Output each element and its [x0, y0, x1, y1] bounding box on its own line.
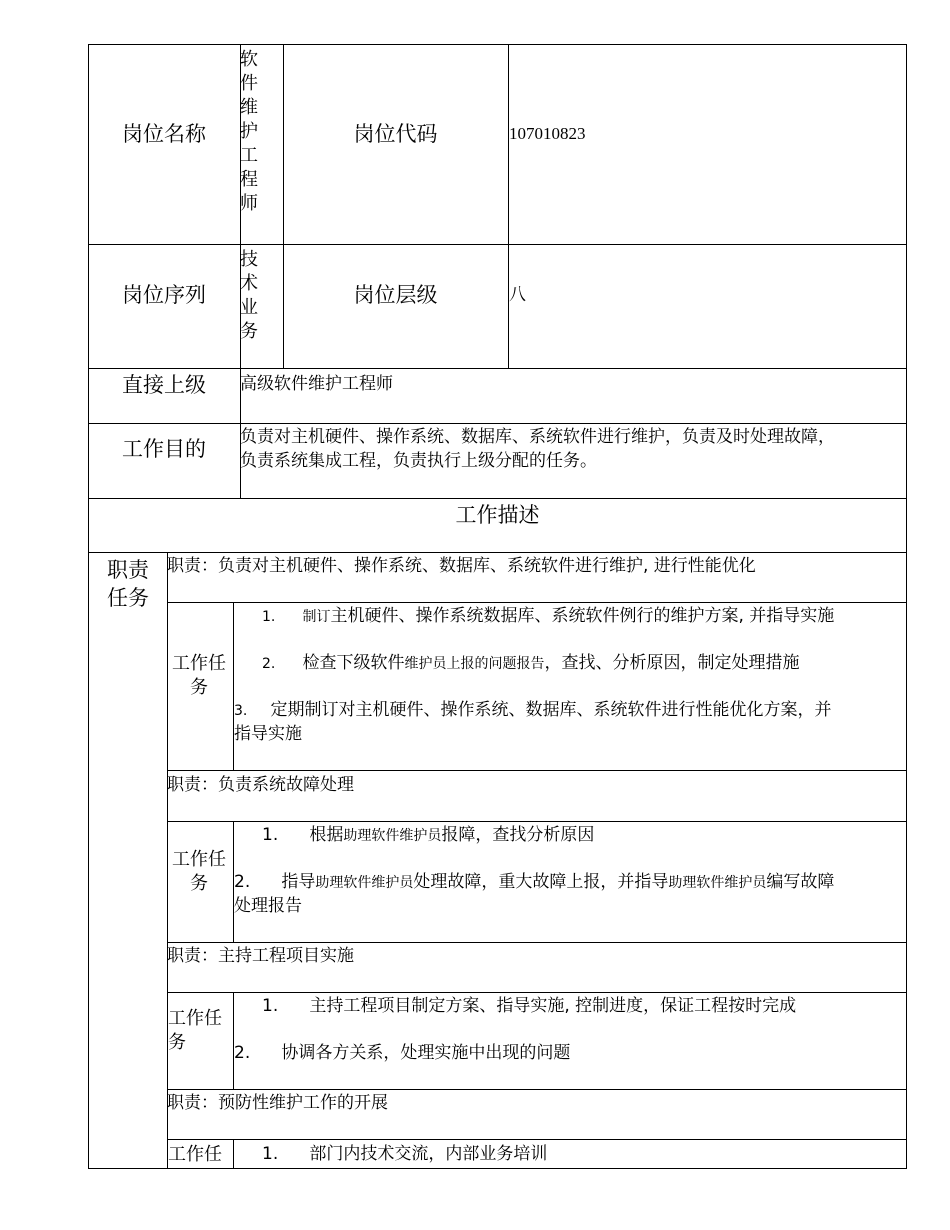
task-3-1: 1. 主持工程项目制定方案、指导实施, 控制进度，保证工程按时完成	[262, 996, 797, 1016]
col-divider	[233, 1139, 234, 1168]
table-border-left	[88, 44, 89, 1169]
row-divider	[167, 1089, 907, 1090]
position-series-value: 技术业务	[240, 249, 258, 342]
row-divider	[88, 368, 907, 369]
row-divider	[167, 821, 907, 822]
task-2-1: 1. 根据助理软件维护员报障，查找分析原因	[262, 825, 595, 845]
position-name-value: 软件维护工程师	[240, 49, 258, 214]
task-2-2: 2. 指导助理软件维护员处理故障，重大故障上报，并指导助理软件维护员编写故障	[234, 872, 835, 892]
purpose-label: 工作目的	[122, 437, 206, 461]
task-4-1: 1. 部门内技术交流，内部业务培训	[262, 1144, 548, 1164]
row-divider	[167, 602, 907, 603]
task-label: 工作任务	[168, 1008, 222, 1053]
task-1-3: 3. 定期制订对主机硬件、操作系统、数据库、系统软件进行性能优化方案，并	[234, 700, 832, 720]
row-divider	[167, 1139, 907, 1140]
table-border-top	[88, 44, 907, 45]
description-title: 工作描述	[455, 503, 540, 527]
purpose-line-1: 负责对主机硬件、操作系统、数据库、系统软件进行维护，负责及时处理故障，	[240, 427, 835, 447]
task-label-cut: 工作任	[168, 1144, 222, 1165]
position-level-label: 岗位层级	[353, 283, 438, 307]
position-level-value: 八	[509, 285, 526, 305]
position-code-value: 107010823	[509, 124, 586, 143]
task-label: 工作任务	[172, 849, 226, 894]
task-1-3-cont: 指导实施	[234, 724, 302, 744]
row-divider	[88, 244, 907, 245]
row-divider	[167, 770, 907, 771]
table-border-bottom	[88, 1168, 907, 1169]
position-name-label: 岗位名称	[122, 122, 206, 146]
col-divider	[283, 44, 284, 368]
row-divider	[167, 992, 907, 993]
col-divider	[233, 992, 234, 1089]
purpose-line-2: 负责系统集成工程，负责执行上级分配的任务。	[240, 451, 597, 471]
position-code-label: 岗位代码	[353, 122, 438, 146]
task-1-2: 2. 检查下级软件维护员上报的问题报告，查找、分析原因，制定处理措施	[262, 653, 800, 673]
col-divider	[233, 602, 234, 771]
supervisor-value: 高级软件维护工程师	[240, 374, 393, 394]
duty-title-1: 职责：负责对主机硬件、操作系统、数据库、系统软件进行维护, 进行性能优化	[167, 556, 756, 576]
task-3-2: 2. 协调各方关系，处理实施中出现的问题	[234, 1043, 571, 1063]
duty-title-4: 职责：预防性维护工作的开展	[167, 1093, 388, 1113]
task-2-2-cont: 处理报告	[234, 896, 302, 916]
task-label: 工作任务	[172, 653, 226, 698]
row-divider	[88, 498, 907, 499]
duty-label: 职责任务	[107, 558, 149, 610]
duty-title-2: 职责：负责系统故障处理	[167, 775, 354, 795]
col-divider	[508, 44, 509, 368]
row-divider	[88, 423, 907, 424]
position-series-label: 岗位序列	[122, 283, 206, 307]
row-divider	[88, 552, 907, 553]
task-1-1: 1. 制订主机硬件、操作系统数据库、系统软件例行的维护方案, 并指导实施	[262, 606, 835, 626]
duty-title-3: 职责：主持工程项目实施	[167, 946, 354, 966]
supervisor-label: 直接上级	[122, 373, 206, 397]
row-divider	[167, 942, 907, 943]
table-border-right	[906, 44, 907, 1169]
